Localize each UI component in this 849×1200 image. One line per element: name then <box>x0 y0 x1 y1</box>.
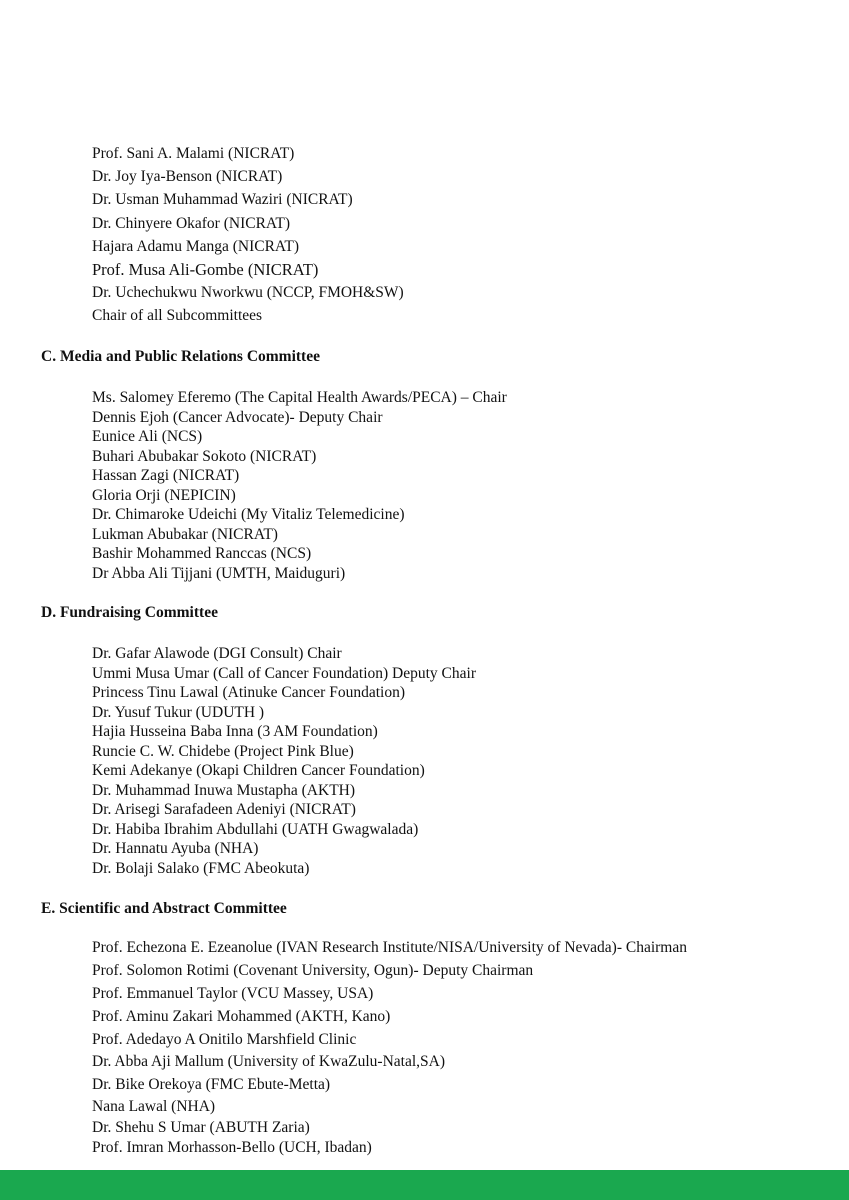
section-heading-media: C. Media and Public Relations Committee <box>41 348 320 365</box>
item-text: Gloria Orji (NEPICIN) <box>92 486 236 504</box>
item-text: Nana Lawal (NHA) <box>92 1098 216 1116</box>
item-text: Runcie C. W. Chidebe (Project Pink Blue) <box>92 742 354 760</box>
item-text: Dr. Habiba Ibrahim Abdullahi (UATH Gwagwalada) <box>92 820 419 838</box>
item-text: Bashir Mohammed Ranccas (NCS) <box>92 545 312 562</box>
item-text: Dr. Chinyere Okafor (NICRAT) <box>92 214 291 232</box>
footer-color-bar <box>0 1170 849 1200</box>
section-heading-fundraising: D. Fundraising Committee <box>41 604 218 621</box>
item-text: Prof. Emmanuel Taylor (VCU Massey, USA) <box>92 984 374 1002</box>
item-text: Prof. Adedayo A Onitilo Marshfield Clinic <box>92 1030 357 1048</box>
item-text: Hajia Husseina Baba Inna (3 AM Foundation) <box>92 723 378 740</box>
item-text: Dr. Usman Muhammad Waziri (NICRAT) <box>92 191 353 209</box>
item-text: Prof. Musa Ali-Gombe (NICRAT) <box>92 259 319 279</box>
item-text: Dr. Arisegi Sarafadeen Adeniyi (NICRAT) <box>92 801 356 818</box>
item-text: Eunice Ali (NCS) <box>92 428 203 445</box>
item-text: Buhari Abubakar Sokoto (NICRAT) <box>92 447 317 465</box>
item-text: Dr. Hannatu Ayuba (NHA) <box>92 840 259 857</box>
item-text: Lukman Abubakar (NICRAT) <box>92 525 278 543</box>
item-text: Hajara Adamu Manga (NICRAT) <box>92 237 300 255</box>
item-text: Dr Abba Ali Tijjani (UMTH, Maiduguri) <box>92 564 346 582</box>
item-text: Dr. Uchechukwu Nworkwu (NCCP, FMOH&SW) <box>92 284 404 302</box>
item-text: Chair of all Subcommittees <box>92 307 263 325</box>
item-text: Hassan Zagi (NICRAT) <box>92 467 240 484</box>
item-text: Princess Tinu Lawal (Atinuke Cancer Foundation) <box>92 684 405 701</box>
item-text: Dr. Joy Iya-Benson (NICRAT) <box>92 168 283 186</box>
item-text: Dennis Ejoh (Cancer Advocate)- Deputy Chair <box>92 408 383 426</box>
item-text: Dr. Shehu S Umar (ABUTH Zaria) <box>92 1118 310 1136</box>
item-text: Ms. Salomey Eferemo (The Capital Health Awards/PECA) – Chair <box>92 389 507 406</box>
item-text: Dr. Gafar Alawode (DGI Consult) Chair <box>92 645 342 662</box>
item-text: Dr. Muhammad Inuwa Mustapha (AKTH) <box>92 781 356 799</box>
section-heading-scientific: E. Scientific and Abstract Committee <box>41 900 287 917</box>
item-text: Dr. Yusuf Tukur (UDUTH ) <box>92 703 265 721</box>
item-text: Dr. Abba Aji Mallum (University of KwaZulu-Natal,SA) <box>92 1053 446 1071</box>
item-text: Prof. Aminu Zakari Mohammed (AKTH, Kano) <box>92 1007 391 1025</box>
item-text: Prof. Sani A. Malami (NICRAT) <box>92 145 295 162</box>
item-text: Prof. Echezona E. Ezeanolue (IVAN Research Institute/NISA/University of Nevada)- Chairman <box>92 939 687 956</box>
item-text: Prof. Solomon Rotimi (Covenant University, Ogun)- Deputy Chairman <box>92 961 534 979</box>
item-text: Dr. Chimaroke Udeichi (My Vitaliz Telemedicine) <box>92 506 405 523</box>
item-text: Dr. Bike Orekoya (FMC Ebute-Metta) <box>92 1076 331 1094</box>
item-text: Dr. Bolaji Salako (FMC Abeokuta) <box>92 859 310 877</box>
item-text: Prof. Imran Morhasson-Bello (UCH, Ibadan) <box>92 1139 372 1157</box>
item-text: Kemi Adekanye (Okapi Children Cancer Foundation) <box>92 762 425 779</box>
item-text: Ummi Musa Umar (Call of Cancer Foundation) Deputy Chair <box>92 664 476 682</box>
